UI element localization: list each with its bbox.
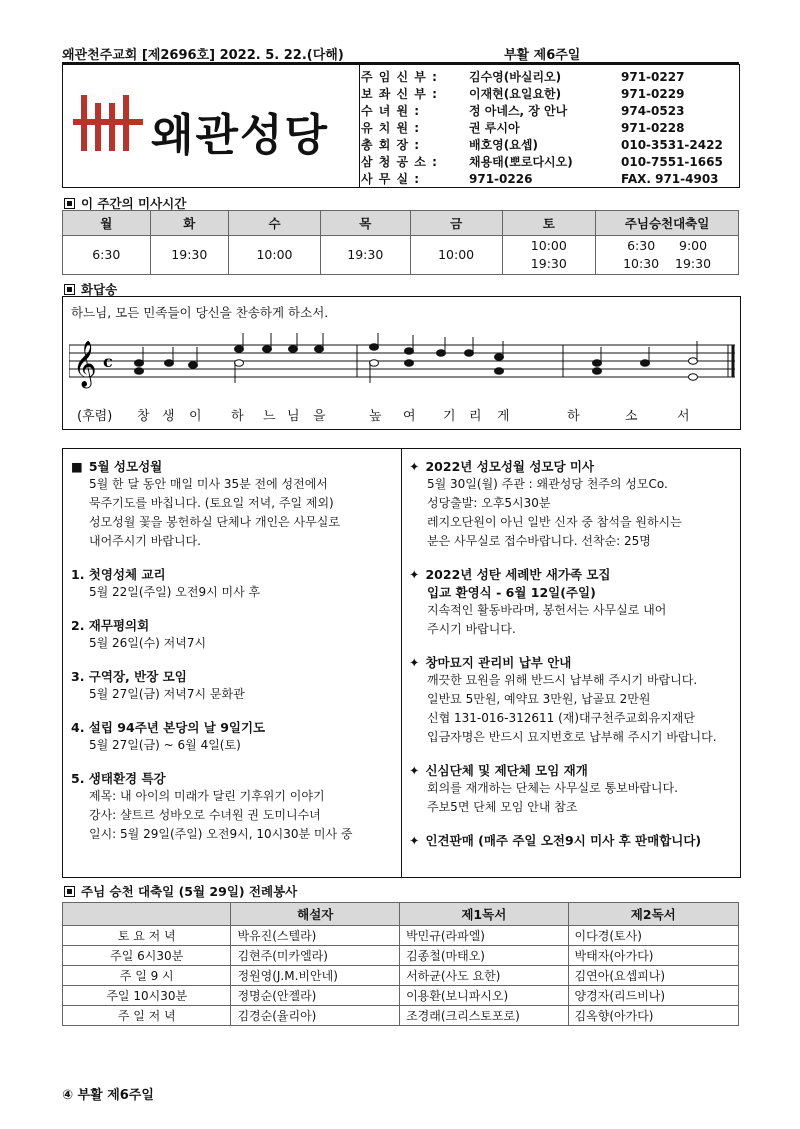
staff-directory [358, 64, 740, 188]
notice-title-text: 창마묘지 관리비 납부 안내 [425, 655, 572, 670]
notice-line: 5월 한 달 동안 매일 미사 35분 전에 성전에서 [89, 477, 328, 491]
mass-day-header: 수 [229, 211, 321, 236]
duty-row [63, 946, 739, 966]
duty-time-label: 주일 6시30분 [63, 946, 231, 966]
duty-person: 김현주(미카엘라) [231, 946, 400, 966]
lyric-syllable: 하 [567, 409, 580, 424]
notice-line: 지속적인 활동바라며, 봉헌서는 사무실로 내어 [427, 603, 667, 617]
notice-item [71, 457, 395, 551]
notice-line: 5월 22일(주일) 오전9시 미사 후 [89, 585, 261, 599]
duty-header: 제1독서 [400, 903, 568, 926]
notices-right-column [409, 449, 735, 849]
page-number-mark: ④ [62, 1088, 74, 1103]
staff-phone: 971-0227 [621, 69, 685, 84]
mass-times-title: 이 주간의 미사시간 [81, 196, 187, 211]
mass-time-cell: 10:00 [229, 236, 321, 275]
notices-divider [401, 449, 402, 877]
lyric-syllable: 게 [497, 409, 510, 424]
mass-time-cell: 19:30 [150, 236, 229, 275]
staff-role: 주 임 신 부 : [361, 70, 438, 84]
square-bullet-icon: ■ [71, 459, 83, 474]
staff-phone: 010-3531-2422 [621, 137, 723, 152]
staff-row [358, 102, 726, 119]
staff-row [358, 153, 726, 170]
notice-title-text: 인견판매 (매주 주일 오전9시 미사 후 판매합니다) [425, 833, 702, 848]
notice-item [409, 831, 735, 849]
mass-time-cell: 10:00 [410, 236, 502, 275]
notices-box [62, 448, 741, 878]
logo-box [62, 64, 360, 188]
mass-times-table [62, 210, 739, 275]
staff-row [358, 85, 726, 102]
duty-time-label: 주일 10시30분 [63, 986, 231, 1006]
notice-line: 일반묘 5만원, 예약묘 3만원, 납골묘 2만원 [427, 692, 651, 706]
notice-line: 레지오단원이 아닌 일반 신자 중 참석을 원하시는 [427, 515, 682, 529]
notice-line: 깨끗한 묘원을 위해 반드시 납부해 주시기 바랍니다. [427, 673, 698, 687]
notice-item [71, 718, 395, 755]
lyric-syllable: (후렴) [77, 409, 113, 424]
lyric-syllable: 소 [625, 409, 638, 424]
duty-header: 해설자 [231, 903, 400, 926]
staff-name: 채용태(뽀로다시오) [469, 155, 573, 169]
duty-row [63, 986, 739, 1006]
diamond-star-icon: ✦ [409, 459, 420, 474]
notices-left-column [71, 449, 395, 844]
duty-time-label: 토 요 저 녁 [63, 926, 231, 946]
duty-person: 김연아(요셉피나) [568, 966, 738, 986]
duty-header [63, 903, 231, 926]
notice-subtitle: 입교 환영식 - 6월 12일(주일) [427, 585, 596, 600]
staff-row [358, 119, 726, 136]
notice-line: 5월 26일(수) 저녁7시 [89, 636, 207, 650]
staff-name: 배호영(요셉) [469, 138, 538, 152]
staff-name: 권 루시아 [469, 121, 520, 135]
staff-role: 수 녀 원 : [361, 104, 421, 118]
lyric-syllable: 높 [369, 409, 382, 424]
notice-item [409, 761, 735, 817]
psalm-box [62, 296, 741, 430]
staff-row [358, 68, 726, 85]
staff-phone: 974-0523 [621, 103, 685, 118]
notice-title-text: 신심단체 및 제단체 모임 재개 [425, 763, 588, 778]
mass-time-cell: 10:00 19:30 [502, 236, 596, 275]
staff-phone: 971-0228 [621, 120, 685, 135]
duty-person: 서하균(사도 요한) [400, 966, 568, 986]
notice-title [409, 831, 735, 849]
staff-name: 정 아네스, 장 안나 [469, 104, 568, 118]
notice-line: 주보5면 단체 모임 안내 참조 [427, 800, 578, 814]
lyric-syllable: 님 [287, 409, 300, 424]
duty-time-label: 주 일 9 시 [63, 966, 231, 986]
diamond-star-icon: ✦ [409, 833, 420, 848]
notice-title [409, 761, 735, 779]
duty-title: 주님 승천 대축일 (5월 29일) 전례봉사 [81, 884, 298, 899]
duty-row [63, 966, 739, 986]
staff-role: 총 회 장 : [361, 138, 421, 152]
staff-role: 보 좌 신 부 : [361, 87, 438, 101]
notice-title [71, 616, 395, 634]
duty-person: 이다경(토사) [568, 926, 738, 946]
notice-title-text: 3. 구역장, 반장 모임 [71, 669, 187, 684]
notice-line: 일시: 5월 29일(주일) 오전9시, 10시30분 미사 중 [89, 827, 353, 841]
duty-person: 정명순(안젤라) [231, 986, 400, 1006]
duty-heading [64, 882, 297, 900]
duty-person: 박유진(스텔라) [231, 926, 400, 946]
diamond-star-icon: ✦ [409, 655, 420, 670]
psalm-lyrics [77, 405, 727, 423]
notice-item [71, 769, 395, 844]
liturgy-duty-table [62, 902, 739, 1026]
staff-role: 삼 청 공 소 : [361, 155, 438, 169]
psalm-music-staff [69, 333, 735, 397]
notice-item [71, 565, 395, 602]
notice-line: 제목: 내 아이의 미래가 달린 기후위기 이야기 [89, 789, 325, 803]
square-bullet-icon [64, 886, 75, 897]
notice-item [409, 457, 735, 551]
notice-item [409, 565, 735, 639]
square-bullet-icon [64, 198, 75, 209]
notice-line: 주시기 바랍니다. [427, 622, 516, 636]
duty-person: 김경순(율리아) [231, 1006, 400, 1026]
duty-row [63, 1006, 739, 1026]
duty-person: 이용환(보니파시오) [400, 986, 568, 1006]
mass-time-cell: 6:30 [63, 236, 151, 275]
notice-title-text: 5. 생태환경 특강 [71, 771, 166, 786]
notice-line: 회의를 재개하는 단체는 사무실로 통보바랍니다. [427, 781, 678, 795]
duty-person: 정원영(J.M.비안네) [231, 966, 400, 986]
staff-phone: FAX. 971-4903 [621, 171, 719, 186]
notice-title [409, 457, 735, 475]
church-logo-icon [73, 95, 145, 155]
notice-line: 강사: 샬트르 성바오로 수녀원 권 도미니수녀 [89, 808, 321, 822]
mass-time-cell: 6:30 9:00 10:30 19:30 [596, 236, 739, 275]
notice-line: 입금자명은 반드시 묘지번호로 납부해 주시기 바랍니다. [427, 730, 717, 744]
diamond-star-icon: ✦ [409, 567, 420, 582]
duty-person: 조경래(크리스토포로) [400, 1006, 568, 1026]
notice-title-text: 4. 설립 94주년 본당의 날 9일기도 [71, 720, 266, 735]
notice-line: 성당출발: 오후5시30분 [427, 496, 551, 510]
svg-text:c: c [103, 352, 113, 371]
notice-line: 신협 131-016-312611 (재)대구천주교회유지재단 [427, 711, 695, 725]
lyric-syllable: 이 [189, 409, 202, 424]
staff-phone: 010-7551-1665 [621, 154, 723, 169]
staff-role: 유 치 원 : [361, 121, 421, 135]
mass-day-header: 금 [410, 211, 502, 236]
staff-name: 이재현(요일요한) [469, 87, 562, 101]
notice-item [409, 653, 735, 747]
duty-person: 김옥향(아가다) [568, 1006, 738, 1026]
notice-line: 성모성월 꽃을 봉헌하실 단체나 개인은 사무실로 [89, 515, 340, 529]
lyric-syllable: 창 [137, 409, 150, 424]
notice-title [409, 565, 735, 583]
staff-row [358, 136, 726, 153]
page-footer [62, 1084, 154, 1103]
duty-person: 김종철(마태오) [400, 946, 568, 966]
mass-day-header: 토 [502, 211, 596, 236]
notice-title-text: 5월 성모성월 [88, 459, 163, 474]
duty-time-label: 주 일 저 녁 [63, 1006, 231, 1026]
duty-row [63, 926, 739, 946]
notice-title-text: 2. 재무평의회 [71, 618, 150, 633]
notice-title-text: 1. 첫영성체 교리 [71, 567, 166, 582]
staff-name: 971-0226 [469, 171, 533, 186]
mass-day-header: 목 [320, 211, 410, 236]
notice-line: 5월 27일(금) 저녁7시 문화관 [89, 687, 245, 701]
mass-day-header: 주님승천대축일 [596, 211, 739, 236]
lyric-syllable: 느 [263, 409, 276, 424]
lyric-syllable: 기 [443, 409, 456, 424]
lyric-syllable: 서 [677, 409, 690, 424]
lyric-syllable: 여 [403, 409, 416, 424]
notice-item [71, 616, 395, 653]
staff-role: 사 무 실 : [361, 172, 421, 186]
notice-item [71, 667, 395, 704]
diamond-star-icon: ✦ [409, 763, 420, 778]
psalm-title: 화답송 [81, 282, 118, 297]
duty-person: 박태자(아가다) [568, 946, 738, 966]
notice-title [71, 769, 395, 787]
notice-title [71, 667, 395, 685]
lyric-syllable: 생 [162, 409, 175, 424]
notice-title [71, 457, 395, 475]
notice-title [409, 653, 735, 671]
svg-text:𝄞: 𝄞 [73, 341, 97, 387]
lyric-syllable: 을 [313, 409, 326, 424]
logo-text: 왜관성당 [151, 110, 330, 161]
bulletin-header-left: 왜관천주교회 [제2696호] 2022. 5. 22.(다해) [62, 48, 344, 63]
staff-phone: 971-0229 [621, 86, 685, 101]
lyric-syllable: 하 [231, 409, 244, 424]
notice-title-text: 2022년 성탄 세례반 새가족 모집 [425, 567, 611, 582]
staff-name: 김수영(바실리오) [469, 70, 562, 84]
duty-person: 양경자(리드비나) [568, 986, 738, 1006]
psalm-response-text: 하느님, 모든 민족들이 당신을 찬송하게 하소서. [71, 305, 329, 320]
duty-person: 박민규(라파엘) [400, 926, 568, 946]
notice-title [71, 718, 395, 736]
square-bullet-icon [64, 284, 75, 295]
notice-line: 5월 27일(금) ~ 6월 4일(토) [89, 738, 241, 752]
mass-day-header: 월 [63, 211, 151, 236]
bulletin-header-right: 부활 제6주일 [504, 48, 581, 63]
notice-title-text: 2022년 성모성월 성모당 미사 [425, 459, 595, 474]
footer-text: 부활 제6주일 [77, 1088, 154, 1103]
notice-line: 분은 사무실로 접수바랍니다. 선착순: 25명 [427, 534, 651, 548]
notice-line: 묵주기도를 바칩니다. (토요일 저녁, 주일 제외) [89, 496, 334, 510]
lyric-syllable: 리 [469, 409, 482, 424]
mass-time-cell: 19:30 [320, 236, 410, 275]
notice-line: 내어주시기 바랍니다. [89, 534, 201, 548]
staff-row [358, 170, 726, 187]
notice-title [71, 565, 395, 583]
notice-line: 5월 30일(월) 주관 : 왜관성당 천주의 성모Co. [427, 477, 668, 491]
mass-day-header: 화 [150, 211, 229, 236]
duty-header: 제2독서 [568, 903, 738, 926]
